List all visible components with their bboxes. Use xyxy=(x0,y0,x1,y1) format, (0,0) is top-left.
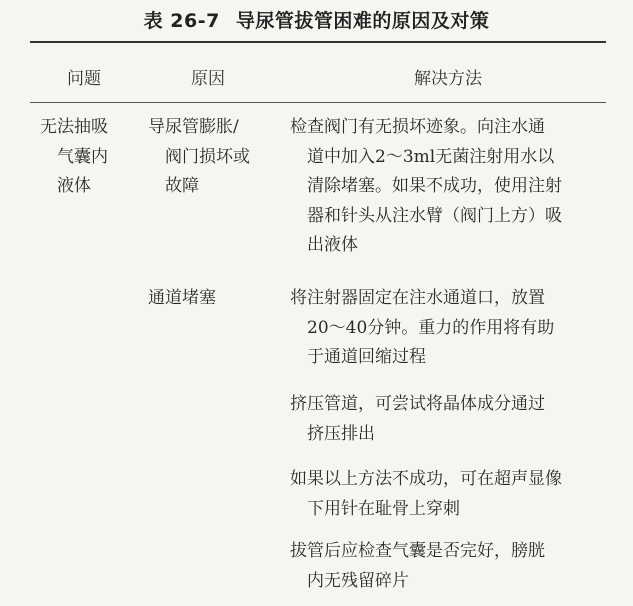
table-caption: 导尿管拔管困难的原因及对策 xyxy=(235,10,490,32)
problem-cell xyxy=(40,113,136,202)
column-header-solution: 解决方法 xyxy=(414,69,482,89)
solution-line: 器和针头从注水臂（阀门上方）吸 xyxy=(307,205,562,226)
header-rule xyxy=(30,102,606,103)
reason-line: 阀门损坏或 xyxy=(165,146,250,167)
solution-line: 清除堵塞。如果不成功，使用注射 xyxy=(307,176,562,196)
solution-line: 拔管后应检查气囊是否完好，膀胱 xyxy=(290,541,545,561)
solution-line: 将注射器固定在注水通道口，放置 xyxy=(290,288,545,308)
solution-line: 如果以上方法不成功，可在超声显像 xyxy=(290,469,562,489)
solution-cell-1 xyxy=(290,113,610,261)
solution-cell-5 xyxy=(290,537,610,596)
table-title xyxy=(0,6,633,33)
solution-line: 挤压排出 xyxy=(307,423,375,444)
solution-cell-4 xyxy=(290,465,610,524)
column-header-reason: 原因 xyxy=(191,69,225,89)
solution-cell-2 xyxy=(290,284,610,373)
reason-cell-blockage xyxy=(148,284,278,314)
solution-line: 20～40分钟。重力的作用将有助 xyxy=(307,317,555,338)
solution-line: 出液体 xyxy=(307,235,358,255)
table-top-rule xyxy=(30,41,606,43)
solution-line: 检查阀门有无损坏迹象。向注水通 xyxy=(290,117,545,137)
problem-line: 无法抽吸 xyxy=(40,117,108,137)
reason-line: 通道堵塞 xyxy=(148,288,216,308)
reason-line: 故障 xyxy=(165,176,199,196)
solution-line: 于通道回缩过程 xyxy=(307,347,426,367)
solution-cell-3 xyxy=(290,390,610,449)
table-number: 表 26-7 xyxy=(143,10,220,32)
problem-line: 气囊内 xyxy=(57,146,108,167)
solution-line: 内无残留碎片 xyxy=(307,570,409,591)
solution-line: 下用针在耻骨上穿刺 xyxy=(307,498,460,519)
problem-line: 液体 xyxy=(57,176,91,196)
solution-line: 挤压管道，可尝试将晶体成分通过 xyxy=(290,394,545,414)
solution-line: 道中加入2～3ml无菌注射用水以 xyxy=(307,146,555,167)
column-header-problem: 问题 xyxy=(67,69,101,89)
reason-line: 导尿管膨胀/ xyxy=(148,117,239,137)
reason-cell-valve xyxy=(148,113,278,202)
